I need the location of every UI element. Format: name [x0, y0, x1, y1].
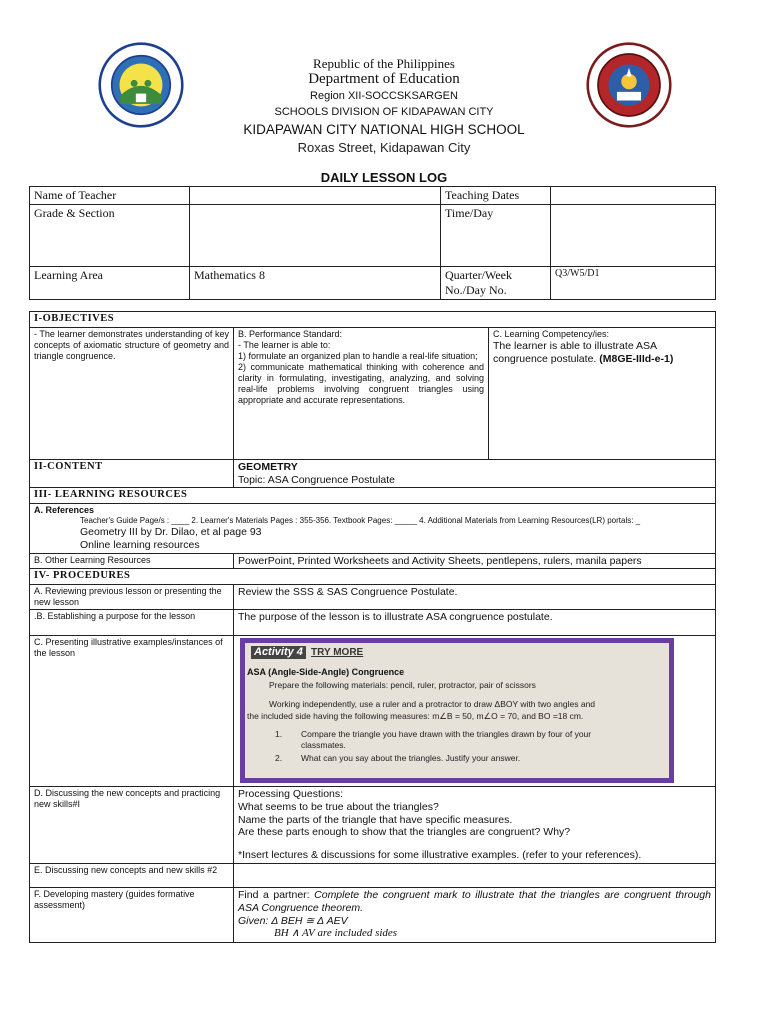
f-intro: Find a partner: — [238, 889, 310, 902]
references-label: A. References — [34, 505, 95, 516]
document-title: DAILY LESSON LOG — [320, 170, 448, 185]
procedure-d-label: D. Discussing the new concepts and practicing new skills#I — [30, 787, 234, 864]
header-region: Region XII-SOCCSKSARGEN — [310, 90, 458, 102]
processing-question-3: Are these parts enough to show that the triangles are congruent? Why? — [238, 826, 571, 839]
procedures-heading: IV- PROCEDURES — [30, 569, 716, 585]
time-label: Time/Day — [441, 205, 551, 267]
content-heading: II-CONTENT — [30, 459, 234, 488]
performance-standard — [234, 327, 489, 459]
quarter-label: Quarter/Week No./Day No. — [441, 267, 551, 300]
competency-text: The learner is able to illustrate ASA congruence postulate. — [493, 339, 657, 365]
header-division: SCHOOLS DIVISION OF KIDAPAWAN CITY — [274, 106, 494, 118]
procedure-e-value — [234, 864, 716, 888]
grade-label: Grade & Section — [30, 205, 190, 267]
activity-q1-number: 1. — [275, 729, 283, 740]
procedure-e-label: E. Discussing new concepts and new skills #2 — [30, 864, 234, 888]
teacher-value — [190, 187, 441, 205]
content-topic — [234, 459, 716, 488]
teacher-info-table — [29, 186, 716, 300]
header-department: Department of Education — [308, 71, 460, 87]
procedure-d-value — [234, 787, 716, 864]
activity-q1-line1: Compare the triangle you have drawn with the triangles drawn by four of your — [301, 729, 592, 740]
activity-image — [240, 638, 674, 783]
activity-number: Activity 4 — [251, 646, 306, 659]
activity-tag: TRY MORE — [311, 647, 364, 659]
activity-q2: What can you say about the triangles. Justify your answer. — [301, 753, 521, 764]
learning-competency — [489, 327, 716, 459]
dates-label: Teaching Dates — [441, 187, 551, 205]
activity-q1-line2: classmates. — [301, 740, 346, 751]
reference-online: Online learning resources — [80, 538, 200, 551]
header-republic: Republic of the Philippines — [313, 56, 455, 71]
lesson-log-table — [29, 311, 716, 943]
processing-note: *Insert lectures & discussions for some illustrative examples. (refer to your references). — [238, 849, 642, 862]
f-given: Given: Δ BEH ≅ Δ AEV — [238, 914, 348, 927]
activity-instructions-2: the included side having the following measures: m∠B = 50, m∠O = 70, and BO =18 cm. — [247, 711, 584, 722]
processing-question-2: Name the parts of the triangle that have specific measures. — [238, 813, 513, 826]
competency-code: (M8GE-IIId-e-1) — [599, 352, 674, 365]
time-value — [551, 205, 716, 267]
procedure-b-value: The purpose of the lesson is to illustrate ASA congruence postulate. — [234, 610, 716, 636]
area-label: Learning Area — [30, 267, 190, 300]
header-school-name: KIDAPAWAN CITY NATIONAL HIGH SCHOOL — [243, 122, 525, 137]
header-address: Roxas Street, Kidapawan City — [297, 140, 471, 155]
resources-heading: III- LEARNING RESOURCES — [30, 488, 716, 504]
processing-questions-heading: Processing Questions: — [238, 788, 344, 801]
procedure-f-value — [234, 888, 716, 943]
references-cell — [30, 504, 716, 553]
procedure-a-label: A. Reviewing previous lesson or presenting the new lesson — [30, 585, 234, 610]
content-standard: - The learner demonstrates understanding of key concepts of axiomatic structure of geometry and triangle congruence. — [30, 327, 234, 459]
teacher-label: Name of Teacher — [30, 187, 190, 205]
activity-q2-number: 2. — [275, 753, 283, 764]
area-value: Mathematics 8 — [190, 267, 441, 300]
activity-materials: Prepare the following materials: pencil, ruler, protractor, pair of scissors — [269, 680, 536, 691]
procedure-f-label: F. Developing mastery (guides formative assessment) — [30, 888, 234, 943]
competency-heading: C. Learning Competency/ies: — [493, 328, 610, 339]
activity-instructions-1: Working independently, use a ruler and a protractor to draw ΔBOY with two angles and — [269, 699, 596, 710]
other-resources-label: B. Other Learning Resources — [30, 553, 234, 569]
objectives-heading: I-OBJECTIVES — [30, 312, 716, 328]
performance-heading: B. Performance Standard: — [238, 328, 343, 339]
reference-book: Geometry III by Dr. Dilao, et al page 93 — [80, 525, 262, 538]
references-line: Teacher's Guide Page/s : ____ 2. Learner's Materials Pages : 355-356. Textbook Pages: _____ 4. Additional Materials from Learning Resources(LR) portals: _ — [80, 516, 641, 526]
processing-question-1: What seems to be true about the triangles? — [238, 800, 439, 813]
content-topic-main: GEOMETRY — [238, 460, 298, 473]
procedure-c-activity — [234, 636, 716, 787]
content-topic-sub: Topic: ASA Congruence Postulate — [238, 473, 396, 486]
f-instruction: Complete the congruent mark to illustrate that the triangles are congruent through ASA Congruence theorem. — [238, 889, 711, 914]
other-resources-value: PowerPoint, Printed Worksheets and Activity Sheets, pentlepens, rulers, manila papers — [234, 553, 716, 569]
performance-intro: - The learner is able to: — [238, 339, 331, 350]
procedure-c-label: C. Presenting illustrative examples/instances of the lesson — [30, 636, 234, 787]
f-sides: BH ∧ AV are included sides — [274, 927, 398, 940]
performance-item-1: 1) formulate an organized plan to handle a real-life situation; — [238, 350, 478, 361]
performance-item-2: 2) communicate mathematical thinking with coherence and clarity in formulating, investigating, analyzing, and solving real-life problems involving congruent triangles using appropriate and accurate representations. — [238, 361, 484, 405]
grade-value — [190, 205, 441, 267]
dates-value — [551, 187, 716, 205]
quarter-value: Q3/W5/D1 — [551, 267, 716, 300]
activity-heading: ASA (Angle-Side-Angle) Congruence — [247, 667, 405, 678]
procedure-a-value: Review the SSS & SAS Congruence Postulate. — [234, 585, 716, 610]
procedure-b-label: .B. Establishing a purpose for the lesson — [30, 610, 234, 636]
